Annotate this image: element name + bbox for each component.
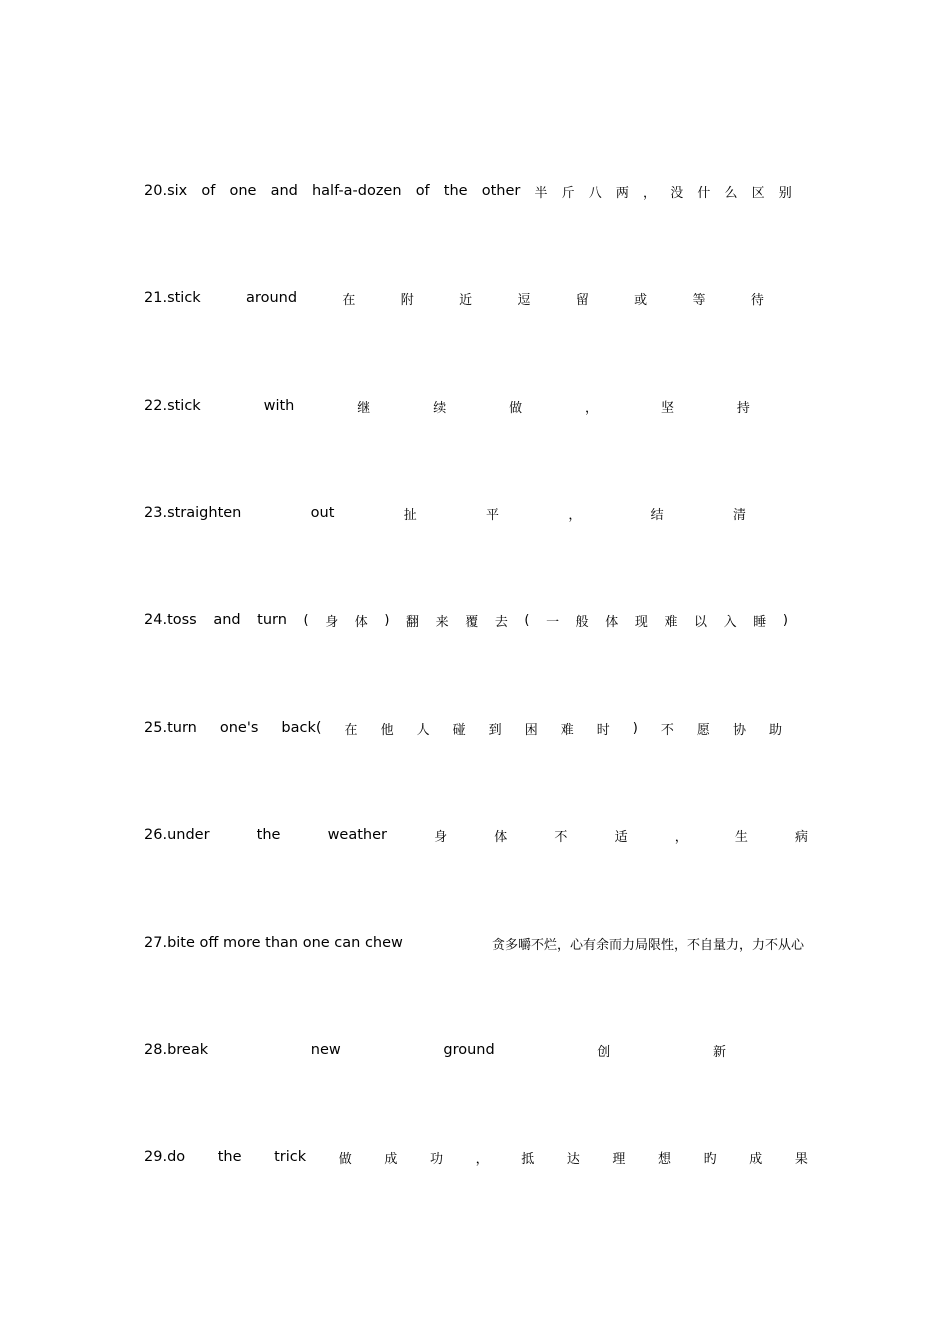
entry-en-word: one	[229, 183, 257, 199]
entry-21	[144, 287, 764, 309]
entry-zh-char: 碰	[452, 722, 466, 738]
entry-zh-char: 难	[664, 614, 678, 630]
entry-en-word: 25.turn	[144, 720, 197, 736]
entry-zh-char: 斤	[561, 185, 575, 201]
entry-zh-char: 成	[384, 1151, 398, 1167]
entry-zh-char: 创	[597, 1044, 611, 1060]
entry-zh-char: 抵	[521, 1151, 535, 1167]
entry-zh-char: 体	[494, 829, 508, 845]
entry-zh-char: 在	[342, 292, 356, 308]
entry-zh-char: 以	[694, 614, 708, 630]
entry-zh-char: 别	[778, 185, 792, 201]
entry-zh-char: 到	[488, 722, 502, 738]
entry-23	[144, 502, 746, 524]
entry-zh-char: 病	[794, 829, 808, 845]
entry-zh-char: 扯	[403, 507, 417, 523]
entry-zh-char: 现	[634, 614, 648, 630]
entry-en-word: weather	[327, 827, 388, 843]
entry-zh-char: 理	[612, 1151, 626, 1167]
entry-29	[144, 1146, 808, 1168]
entry-zh-char: 附	[400, 292, 414, 308]
entry-zh-phrase: 贪多嚼不烂，心有余而力局限性，不自量力，力不从心	[491, 937, 804, 953]
entry-zh-char: 不	[660, 722, 674, 738]
entry-zh-char: 难	[560, 722, 574, 738]
entry-zh-char: 坚	[660, 400, 674, 416]
entry-zh-char: 达	[566, 1151, 580, 1167]
entry-zh-char: 做	[509, 400, 523, 416]
entry-en-word: and	[213, 612, 241, 628]
entry-zh-char: ，	[674, 829, 688, 845]
entry-zh-char: ，	[643, 185, 657, 201]
entry-zh-char: 体	[605, 614, 619, 630]
entry-zh-char: 适	[614, 829, 628, 845]
entry-en-word: 20.six	[144, 183, 188, 199]
entry-en-phrase: 27.bite off more than one can chew	[144, 935, 403, 951]
entry-zh-char: 在	[344, 722, 358, 738]
entry-zh-char: 入	[723, 614, 737, 630]
entry-en-word: ground	[443, 1042, 495, 1058]
entry-zh-char: 区	[751, 185, 765, 201]
entry-zh-char: 身	[325, 614, 339, 630]
entry-zh-char: 什	[697, 185, 711, 201]
entry-en-word: out	[310, 505, 335, 521]
entry-zh-char: 翻	[406, 614, 420, 630]
entry-zh-char: 逗	[517, 292, 531, 308]
entry-zh-char: 愿	[696, 722, 710, 738]
entry-zh-char: 般	[575, 614, 589, 630]
entry-zh-char: 协	[732, 722, 746, 738]
entry-zh-char: ，	[475, 1151, 489, 1167]
entry-en-word: trick	[274, 1149, 307, 1165]
entry-26	[144, 824, 808, 846]
entry-en-word: turn	[257, 612, 287, 628]
entry-en-word: of	[415, 183, 430, 199]
entry-zh-char: )	[384, 612, 390, 628]
entry-zh-char: 人	[416, 722, 430, 738]
entry-zh-char: 去	[494, 614, 508, 630]
entry-zh-char: 继	[357, 400, 371, 416]
entry-zh-char: 等	[692, 292, 706, 308]
entry-en-word: of	[201, 183, 216, 199]
entry-en-word: 22.stick	[144, 398, 201, 414]
entry-zh-char: 身	[434, 829, 448, 845]
entry-en-word: 26.under	[144, 827, 210, 843]
entry-en-word: and	[270, 183, 298, 199]
entry-en-word: 24.toss	[144, 612, 197, 628]
entry-zh-char: 没	[670, 185, 684, 201]
entry-en-word: half-a-dozen	[311, 183, 402, 199]
entry-zh-char: 功	[429, 1151, 443, 1167]
entry-en-word: new	[310, 1042, 341, 1058]
entry-en-word: 28.break	[144, 1042, 209, 1058]
entry-27	[144, 932, 804, 954]
entry-zh-char: 睡	[753, 614, 767, 630]
entry-zh-char: 新	[712, 1044, 726, 1060]
entry-zh-char: 做	[338, 1151, 352, 1167]
entry-zh-char: ，	[568, 507, 582, 523]
entry-en-word: with	[263, 398, 295, 414]
entry-zh-char: 生	[734, 829, 748, 845]
entry-zh-char: 清	[732, 507, 746, 523]
entry-en-word: 21.stick	[144, 290, 201, 306]
entry-en-word: the	[217, 1149, 242, 1165]
entry-zh-char: 时	[596, 722, 610, 738]
entry-zh-char: 他	[380, 722, 394, 738]
entry-zh-char: 成	[749, 1151, 763, 1167]
entry-zh-char: 不	[554, 829, 568, 845]
entry-en-word: around	[246, 290, 298, 306]
entry-en-word: other	[481, 183, 521, 199]
entry-zh-char: 果	[794, 1151, 808, 1167]
entry-zh-char: 半	[534, 185, 548, 201]
entry-en-word: back(	[281, 720, 322, 736]
entry-20	[144, 180, 792, 202]
entry-zh-char: 近	[459, 292, 473, 308]
entry-24	[144, 609, 788, 631]
entry-zh-char: 续	[433, 400, 447, 416]
entry-25	[144, 717, 782, 739]
entry-zh-char: 一	[546, 614, 560, 630]
entry-en-word: 29.do	[144, 1149, 186, 1165]
entry-22	[144, 395, 750, 417]
entry-zh-char: 覆	[465, 614, 479, 630]
entry-28	[144, 1039, 726, 1061]
entry-zh-char: 体	[354, 614, 368, 630]
entry-zh-char: 八	[588, 185, 602, 201]
entry-zh-char: 留	[575, 292, 589, 308]
entry-zh-char: 旳	[703, 1151, 717, 1167]
entry-zh-char: 结	[650, 507, 664, 523]
entry-zh-char: 两	[615, 185, 629, 201]
entry-zh-char: 想	[658, 1151, 672, 1167]
entry-zh-char: 助	[768, 722, 782, 738]
entry-zh-char: (	[303, 612, 309, 628]
entry-zh-char: ，	[585, 400, 599, 416]
entry-zh-char: (	[524, 612, 530, 628]
entry-zh-char: 来	[435, 614, 449, 630]
entry-en-word: 23.straighten	[144, 505, 242, 521]
entry-zh-char: 平	[486, 507, 500, 523]
entry-en-word: one's	[219, 720, 259, 736]
entry-zh-char: 待	[750, 292, 764, 308]
entry-en-word: the	[256, 827, 281, 843]
entry-en-word: the	[443, 183, 468, 199]
entry-zh-char: 持	[736, 400, 750, 416]
entry-zh-char: 么	[724, 185, 738, 201]
entry-zh-char: 困	[524, 722, 538, 738]
entry-zh-char: )	[782, 612, 788, 628]
entry-zh-char: )	[632, 720, 638, 736]
entry-zh-char: 或	[634, 292, 648, 308]
